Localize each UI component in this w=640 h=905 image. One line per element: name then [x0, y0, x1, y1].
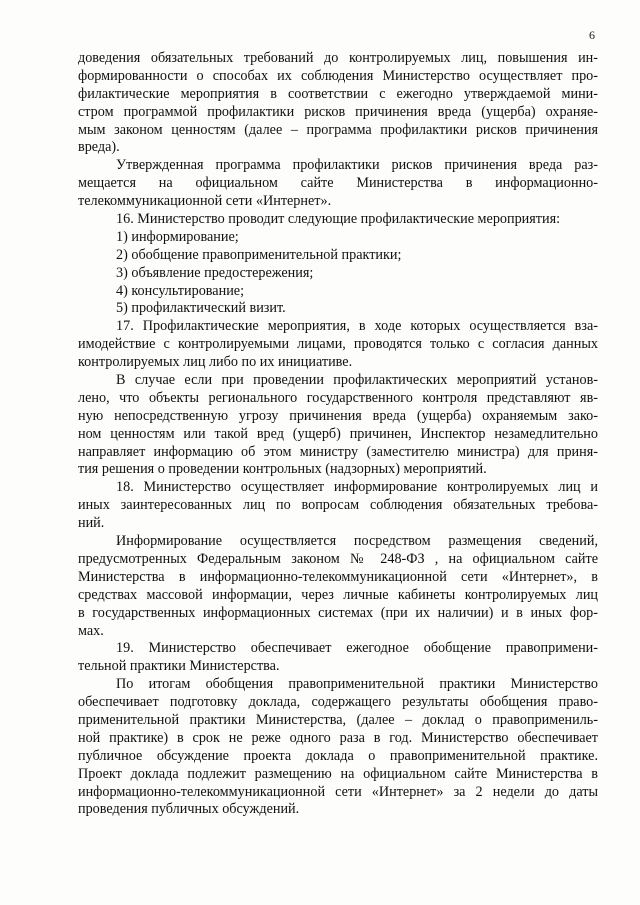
- text-line: обеспечивает подготовку доклада, содержащего результаты обобщения право-: [78, 694, 598, 711]
- text-line: ной практике) в срок не реже одного раза в год. Министерство обеспечивает: [78, 729, 598, 746]
- text-line: 1) информирование;: [116, 228, 239, 245]
- text-line: филактические мероприятия в соответствии с ежегодно утверждаемой мини-: [78, 85, 598, 102]
- text-line: 3) объявление предостережения;: [116, 264, 314, 281]
- text-line: применительной практики Министерства, (далее – доклад о правопримениль-: [78, 711, 598, 728]
- text-line: В случае если при проведении профилактических мероприятий установ-: [116, 372, 598, 389]
- text-line: 4) консультирование;: [116, 282, 245, 299]
- text-line: лено, что объекты регионального государственного контроля представляют яв-: [78, 389, 598, 406]
- text-line: 19. Министерство обеспечивает ежегодное обобщение правопримени-: [116, 640, 598, 657]
- text-line: средствах массовой информации, через личные кабинеты контролируемых лиц: [78, 586, 598, 603]
- text-line: ную непосредственную угрозу причинения вреда (ущерба) охраняемым зако-: [78, 407, 598, 424]
- text-line: 2) обобщение правоприменительной практики;: [116, 246, 402, 263]
- text-line: Министерства в информационно-телекоммуникационной сети «Интернет», в: [78, 568, 598, 585]
- text-line: формированности о способах их соблюдения Министерство осуществляет про-: [78, 67, 598, 84]
- text-line: в государственных информационных системах (при их наличии) и в иных фор-: [78, 604, 598, 621]
- text-line: иных заинтересованных лиц по вопросам соблюдения обязательных требова-: [78, 497, 598, 514]
- text-line: проведения публичных обсуждений.: [78, 801, 300, 818]
- text-line: По итогам обобщения правоприменительной практики Министерство: [116, 676, 598, 693]
- text-line: мещается на официальном сайте Министерства в информационно-: [78, 175, 598, 192]
- text-line: 16. Министерство проводит следующие профилактические мероприятия:: [116, 211, 561, 228]
- text-line: тельной практики Министерства.: [78, 658, 280, 675]
- text-line: контролируемых лиц либо по их инициативе.: [78, 354, 353, 371]
- text-line: тия решения о проведении контрольных (надзорных) мероприятий.: [78, 461, 487, 478]
- text-line: ний.: [78, 515, 105, 532]
- text-line: Утвержденная программа профилактики рисков причинения вреда раз-: [116, 157, 598, 174]
- text-line: мах.: [78, 622, 104, 639]
- document-body: [78, 50, 598, 819]
- text-line: информационно-телекоммуникационной сети «Интернет» за 2 недели до даты: [78, 783, 598, 800]
- text-line: Проект доклада подлежит размещению на официальном сайте Министерства в: [78, 765, 598, 782]
- text-line: имодействие с контролируемыми лицами, проводятся только с согласия данных: [78, 336, 598, 353]
- text-line: телекоммуникационной сети «Интернет».: [78, 193, 332, 210]
- text-line: мым законом ценностям (далее – программа профилактики рисков причинения: [78, 121, 598, 138]
- text-line: вреда).: [78, 139, 120, 156]
- text-line: ном ценностям или такой вред (ущерб) причинен, Инспектор незамедлительно: [78, 425, 598, 442]
- text-line: 17. Профилактические мероприятия, в ходе которых осуществляется вза-: [116, 318, 598, 335]
- text-line: 18. Министерство осуществляет информирование контролируемых лиц и: [116, 479, 598, 496]
- text-line: Информирование осуществляется посредством размещения сведений,: [116, 533, 598, 550]
- text-line: направляет информацию об этом министру (заместителю министра) для приня-: [78, 443, 598, 460]
- text-line: публичное обсуждение проекта доклада о правоприменительной практике.: [78, 747, 598, 764]
- text-line: стром программой профилактики рисков причинения вреда (ущерба) охраняе-: [78, 103, 598, 120]
- text-line: доведения обязательных требований до контролируемых лиц, повышения ин-: [78, 50, 598, 66]
- text-line: 5) профилактический визит.: [116, 300, 286, 317]
- text-line: предусмотренных Федеральным законом № 248-ФЗ , на официальном сайте: [78, 550, 598, 567]
- page-number: 6: [589, 28, 595, 42]
